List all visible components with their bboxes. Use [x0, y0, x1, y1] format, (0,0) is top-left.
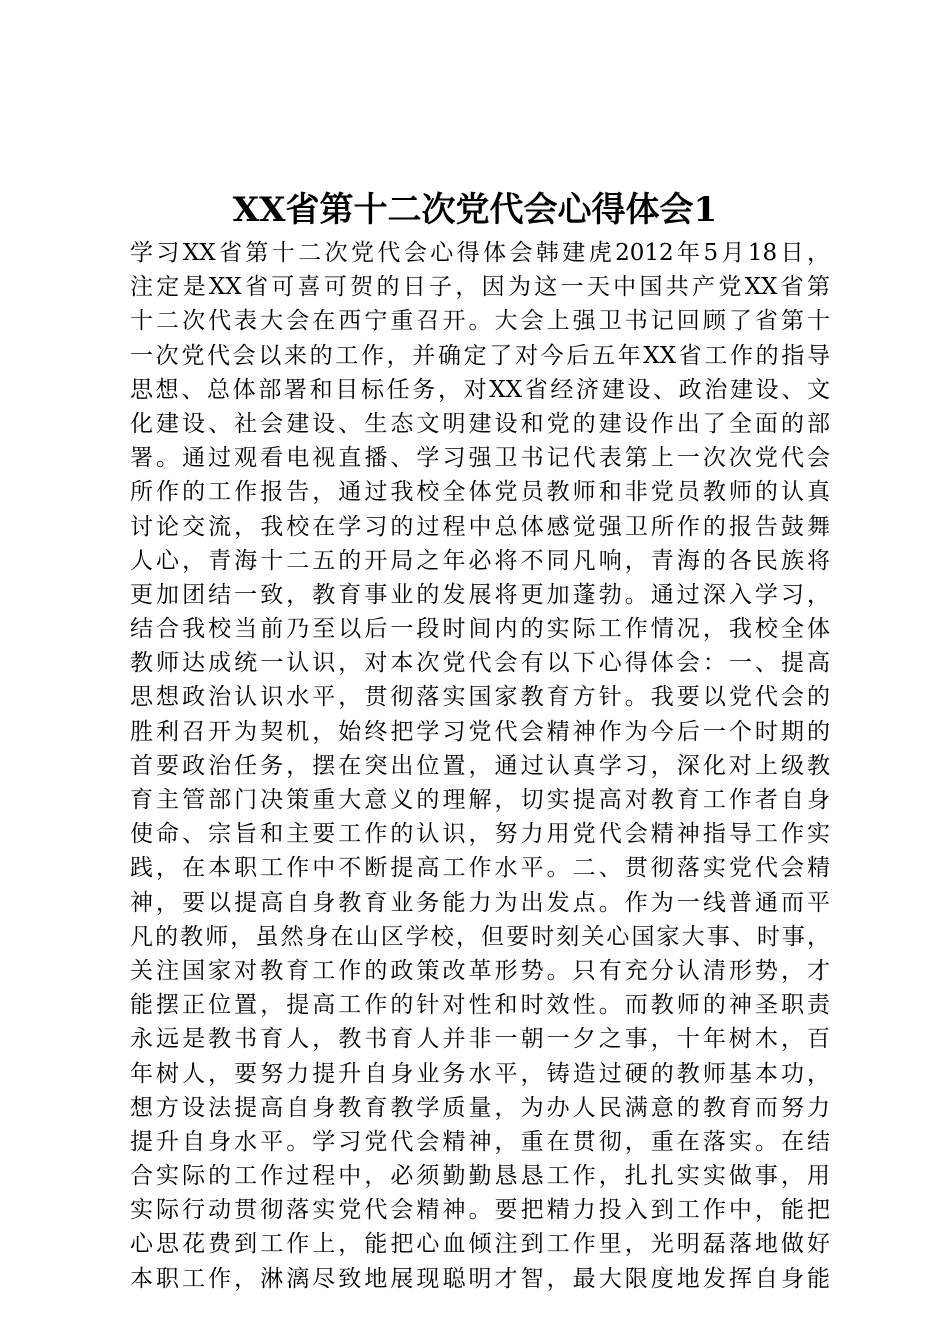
body-line: 育主管部门决策重大意义的理解，切实提高对教育工作者自身: [130, 787, 830, 813]
body-line: 想方设法提高自身教育教学质量，为办人民满意的教育而努力: [130, 1094, 830, 1121]
body-line: 神，要以提高自身教育业务能力为出发点。作为一线普通而平: [130, 889, 830, 916]
body-line: 本职工作，淋漓尽致地展现聪明才智，最大限度地发挥自身能: [130, 1265, 830, 1292]
body-line: 学习XX省第十二次党代会心得体会韩建虎2012年5月18日，: [130, 240, 830, 266]
body-line: 所作的工作报告，通过我校全体党员教师和非党员教师的认真: [130, 479, 830, 506]
body-line: 思想政治认识水平，贯彻落实国家教育方针。我要以党代会的: [130, 684, 830, 711]
body-line: 思想、总体部署和目标任务，对XX省经济建设、政治建设、文: [130, 376, 830, 403]
body-line: 凡的教师，虽然身在山区学校，但要时刻关心国家大事、时事，: [130, 923, 830, 950]
body-line: 首要政治任务，摆在突出位置，通过认真学习，深化对上级教: [130, 752, 830, 779]
body-line: 合实际的工作过程中，必须勤勤恳恳工作，扎扎实实做事，用: [130, 1163, 830, 1190]
document-body: [130, 236, 830, 1296]
body-line: 署。通过观看电视直播、学习强卫书记代表第上一次次党代会: [130, 445, 830, 472]
body-line: 人心，青海十二五的开局之年必将不同凡响，青海的各民族将: [130, 547, 830, 574]
body-line: 提升自身水平。学习党代会精神，重在贯彻，重在落实。在结: [130, 1128, 830, 1155]
body-line: 心思花费到工作上，能把心血倾注到工作里，光明磊落地做好: [130, 1231, 830, 1258]
body-line: 结合我校当前乃至以后一段时间内的实际工作情况，我校全体: [130, 616, 830, 643]
body-line: 年树人，要努力提升自身业务水平，铸造过硬的教师基本功，: [130, 1060, 830, 1087]
body-line: 化建设、社会建设、生态文明建设和党的建设作出了全面的部: [130, 410, 830, 437]
body-line: 教师达成统一认识，对本次党代会有以下心得体会：一、提高: [130, 650, 830, 677]
body-line: 永远是教书育人，教书育人并非一朝一夕之事，十年树木，百: [130, 1026, 830, 1053]
document-title: XX省第十二次党代会心得体会1: [232, 190, 718, 230]
body-line: 讨论交流，我校在学习的过程中总体感觉强卫所作的报告鼓舞: [130, 513, 830, 540]
body-line: 实际行动贯彻落实党代会精神。要把精力投入到工作中，能把: [130, 1197, 830, 1224]
body-line: 能摆正位置，提高工作的针对性和时效性。而教师的神圣职责: [130, 992, 830, 1019]
body-line: 十二次代表大会在西宁重召开。大会上强卫书记回顾了省第十: [130, 308, 830, 335]
body-line: 使命、宗旨和主要工作的认识，努力用党代会精神指导工作实: [130, 821, 830, 848]
body-line: 更加团结一致，教育事业的发展将更加蓬勃。通过深入学习，: [130, 581, 830, 608]
body-line: 关注国家对教育工作的政策改革形势。只有充分认清形势，才: [130, 957, 830, 984]
body-line: 践，在本职工作中不断提高工作水平。二、贯彻落实党代会精: [130, 855, 830, 882]
body-line: 胜利召开为契机，始终把学习党代会精神作为今后一个时期的: [130, 718, 830, 745]
body-line: 一次党代会以来的工作，并确定了对今后五年XX省工作的指导: [130, 342, 830, 369]
body-line: 注定是XX省可喜可贺的日子，因为这一天中国共产党XX省第: [130, 274, 830, 301]
